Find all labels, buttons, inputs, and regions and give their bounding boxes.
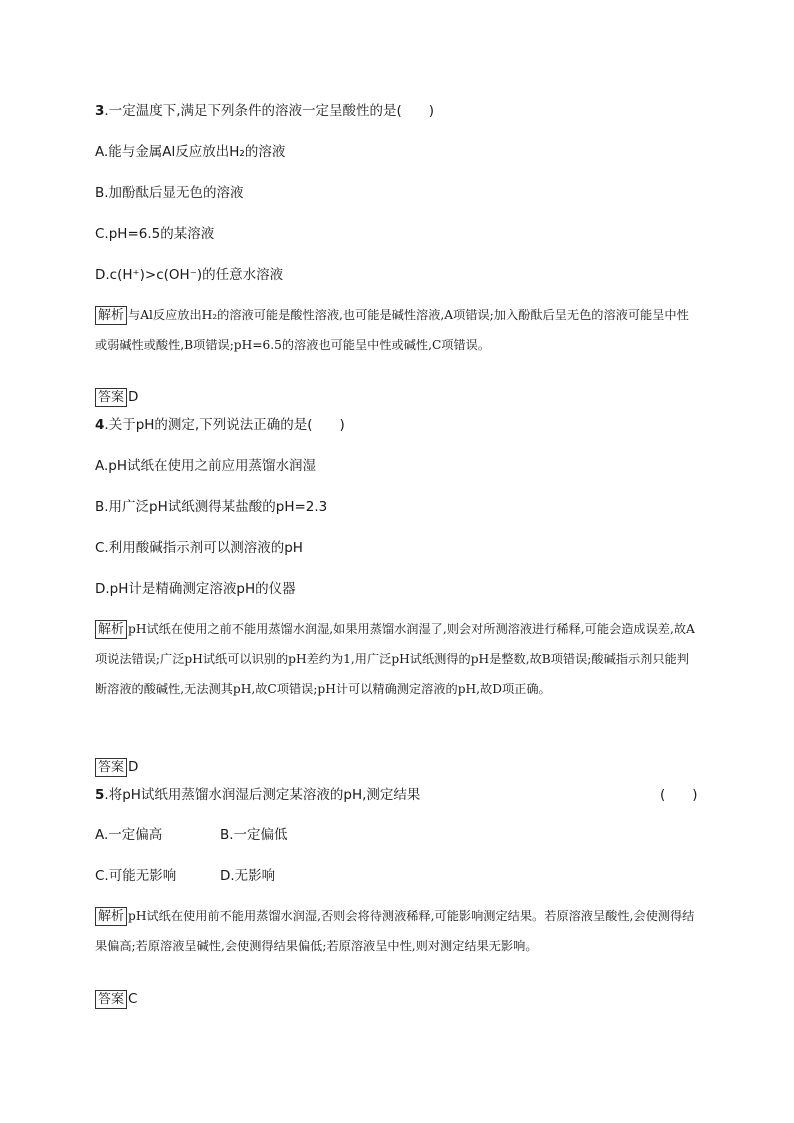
question-text: .将pH试纸用蒸馏水润湿后测定某溶液的pH,测定结果 — [104, 787, 421, 803]
question-text: .关于pH的测定,下列说法正确的是( ) — [104, 417, 345, 433]
explanation-tag: 解析 — [95, 907, 127, 926]
question-3-answer — [95, 388, 138, 407]
answer-tag: 答案 — [95, 388, 127, 407]
explanation-text: pH试纸在使用前不能用蒸馏水润湿,否则会将待测液稀释,可能影响测定结果。若原溶液呈酸性,会使测得结果偏高;若原溶液呈碱性,会使测得结果偏低;若原溶液呈中性,则对测定结果无影响。 — [95, 909, 695, 953]
question-5-answer — [95, 990, 137, 1009]
question-4-stem — [95, 416, 345, 434]
question-3-option-c: C.pH=6.5的某溶液 — [95, 226, 215, 242]
question-3-stem — [95, 102, 434, 120]
question-5-option-b: B.一定偏低 — [220, 827, 288, 843]
answer-value: C — [128, 990, 138, 1007]
question-5-option-c: C.可能无影响 — [95, 868, 177, 884]
answer-value: D — [128, 758, 139, 775]
explanation-tag: 解析 — [95, 306, 127, 325]
question-5-option-d: D.无影响 — [220, 868, 276, 884]
question-text: .一定温度下,满足下列条件的溶液一定呈酸性的是( ) — [104, 103, 435, 119]
question-5-answer-paren: ( ) — [660, 787, 698, 803]
answer-value: D — [128, 388, 139, 405]
question-3-option-a: A.能与金属Al反应放出H₂的溶液 — [95, 144, 286, 160]
question-number: 5 — [95, 787, 105, 803]
question-5-stem — [95, 786, 420, 804]
question-4-option-d: D.pH计是精确测定溶液pH的仪器 — [95, 581, 296, 597]
question-3-explanation — [95, 300, 699, 360]
question-4-option-b: B.用广泛pH试纸测得某盐酸的pH=2.3 — [95, 499, 328, 515]
question-4-explanation — [95, 614, 699, 704]
question-4-option-a: A.pH试纸在使用之前应用蒸馏水润湿 — [95, 458, 317, 474]
question-3-option-d: D.c(H⁺)>c(OH⁻)的任意水溶液 — [95, 267, 284, 283]
answer-tag: 答案 — [95, 758, 127, 777]
question-number: 4 — [95, 417, 105, 433]
question-3-option-b: B.加酚酞后显无色的溶液 — [95, 185, 244, 201]
explanation-text: 与Al反应放出H₂的溶液可能是酸性溶液,也可能是碱性溶液,A项错误;加入酚酞后呈无色的溶液可能呈中性或弱碱性或酸性,B项错误;pH=6.5的溶液也可能呈中性或碱性,C项错误。 — [95, 308, 689, 352]
explanation-text: pH试纸在使用之前不能用蒸馏水润湿,如果用蒸馏水润湿了,则会对所测溶液进行稀释,可能会造成误差,故A项说法错误;广泛pH试纸可以识别的pH差约为1,用广泛pH试纸测得的pH是整数,故B项错误;酸碱指示剂只能判断溶液的酸碱性,无法测其pH,故C项错误;pH计可以精确测定溶液的pH,故D项正确。 — [95, 622, 695, 696]
question-5-explanation — [95, 901, 699, 961]
explanation-tag: 解析 — [95, 620, 127, 639]
answer-tag: 答案 — [95, 990, 127, 1009]
question-number: 3 — [95, 103, 105, 119]
question-5-option-a: A.一定偏高 — [95, 827, 163, 843]
question-4-option-c: C.利用酸碱指示剂可以测溶液的pH — [95, 540, 303, 556]
question-4-answer — [95, 758, 138, 777]
